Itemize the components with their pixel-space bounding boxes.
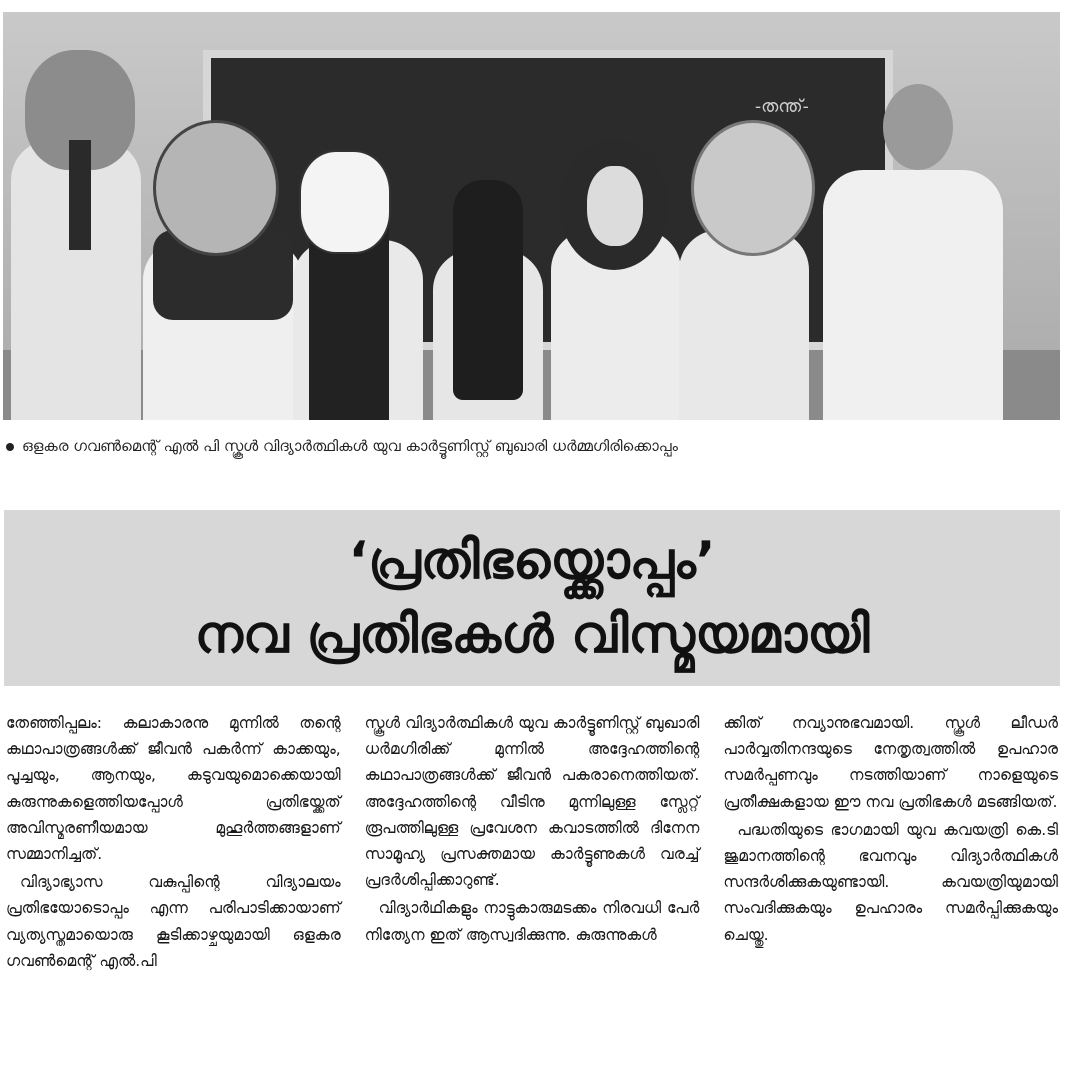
headline-line-1: ‘പ്രതിഭയ്ക്കൊപ്പം’ bbox=[348, 531, 716, 591]
child-tiger bbox=[143, 120, 303, 420]
article-column-1 bbox=[6, 710, 341, 1080]
bullet-icon bbox=[6, 443, 14, 451]
headline-line-2: നവ പ്രതിഭകൾ വിസ്മയമായി bbox=[194, 605, 870, 665]
child-crow bbox=[433, 160, 543, 420]
child-cat bbox=[293, 150, 423, 420]
photo-board-text: -തന്ത്- bbox=[755, 96, 809, 117]
caption-text: ഒളകര ഗവൺമെന്റ് എൽ പി സ്കൂൾ വിദ്യാർത്ഥികൾ യുവ കാർട്ടൂണിസ്റ്റ് ബുഖാരി ധർമ്മഗിരിക്കൊപ്പം bbox=[22, 437, 678, 455]
lion-mask-icon bbox=[691, 120, 815, 256]
article-paragraph: പദ്ധതിയുടെ ഭാഗമായി യുവ കവയത്രി കെ.ടി ജുമാനത്തിന്റെ ഭവനവും വിദ്യാർത്ഥികൾ സന്ദർശിക്കുകയുണ്ടായി. കവയത്രിയുമായി സംവദിക്കുകയും ഉപഹാരം സമർപ്പിക്കുകയും ചെയ്തു. bbox=[723, 820, 1059, 944]
child-elephant bbox=[11, 120, 141, 420]
article-paragraph: വിദ്യാഭ്യാസ വകുപ്പിന്റെ വിദ്യാലയം പ്രതിഭയോടൊപ്പം എന്ന പരിപാടിക്കായാണ് വ്യത്യസ്തമായൊരു കൂടിക്കാഴ്ചയുമായി ഒളകര ഗവൺമെന്റ് എൽ.പി bbox=[6, 873, 341, 970]
article-paragraph: തേഞ്ഞിപ്പലം: കലാകാരനു മുന്നിൽ തന്റെ കഥാപാത്രങ്ങൾക്ക് ജീവൻ പകർന്ന് കാക്കയും, പൂച്ചയും, ആനയും, കടുവയുമൊക്കെയായി കുരുന്നുകളെത്തിയപ്പോൾ പ്രതിഭയ്ക്കത് അവിസ്മരണീയമായ മുഹൂർത്തങ്ങളാണ് സമ്മാനിച്ചത്. bbox=[6, 714, 341, 864]
news-photo bbox=[3, 12, 1060, 420]
article-column-3 bbox=[723, 710, 1058, 1080]
headline-box bbox=[4, 510, 1060, 686]
article-paragraph: വിദ്യാർഥികളും നാട്ടുകാരുമടക്കം നിരവധി പേർ നിത്യേന ഇത് ആസ്വദിക്കുന്നു. കുരുന്നുകൾ bbox=[364, 899, 700, 944]
child-lion bbox=[679, 120, 809, 420]
article-paragraph: ക്കിത് നവ്യാനുഭവമായി. സ്കൂൾ ലീഡർ പാർവ്വതിനന്ദയുടെ നേതൃത്വത്തിൽ ഉപഹാര സമർപ്പണവും നടത്തിയാണ് നാളെയുടെ പ്രതീക്ഷകളായ ഈ നവ പ്രതിഭകൾ മടങ്ങിയത്. bbox=[723, 714, 1059, 811]
article-body bbox=[6, 710, 1058, 1080]
crow-mask-icon bbox=[453, 180, 523, 400]
girl-face bbox=[883, 84, 953, 170]
cat-mask-icon bbox=[299, 150, 391, 254]
child-girl bbox=[823, 80, 1003, 420]
child-monkey bbox=[551, 130, 681, 420]
article-column-2 bbox=[365, 710, 700, 1080]
tiger-mask-icon bbox=[153, 120, 279, 256]
article-paragraph: സ്കൂൾ വിദ്യാർത്ഥികൾ യുവ കാർട്ടൂണിസ്റ്റ് ബുഖാരി ധർമഗിരിക്ക് മുന്നിൽ അദ്ദേഹത്തിന്റെ കഥാപാത്രങ്ങൾക്ക് ജീവൻ പകരാനെത്തിയത്. അദ്ദേഹത്തിന്റെ വീടിനു മുന്നിലുള്ള സ്ലേറ്റ് രൂപത്തിലുള്ള പ്രവേശന കവാടത്തിൽ ദിനേന സാമൂഹ്യ പ്രസക്തമായ കാർട്ടൂണുകൾ വരച്ച് പ്രദർശിപ്പിക്കാറുണ്ട്. bbox=[364, 714, 700, 890]
photo-caption bbox=[6, 437, 1066, 455]
